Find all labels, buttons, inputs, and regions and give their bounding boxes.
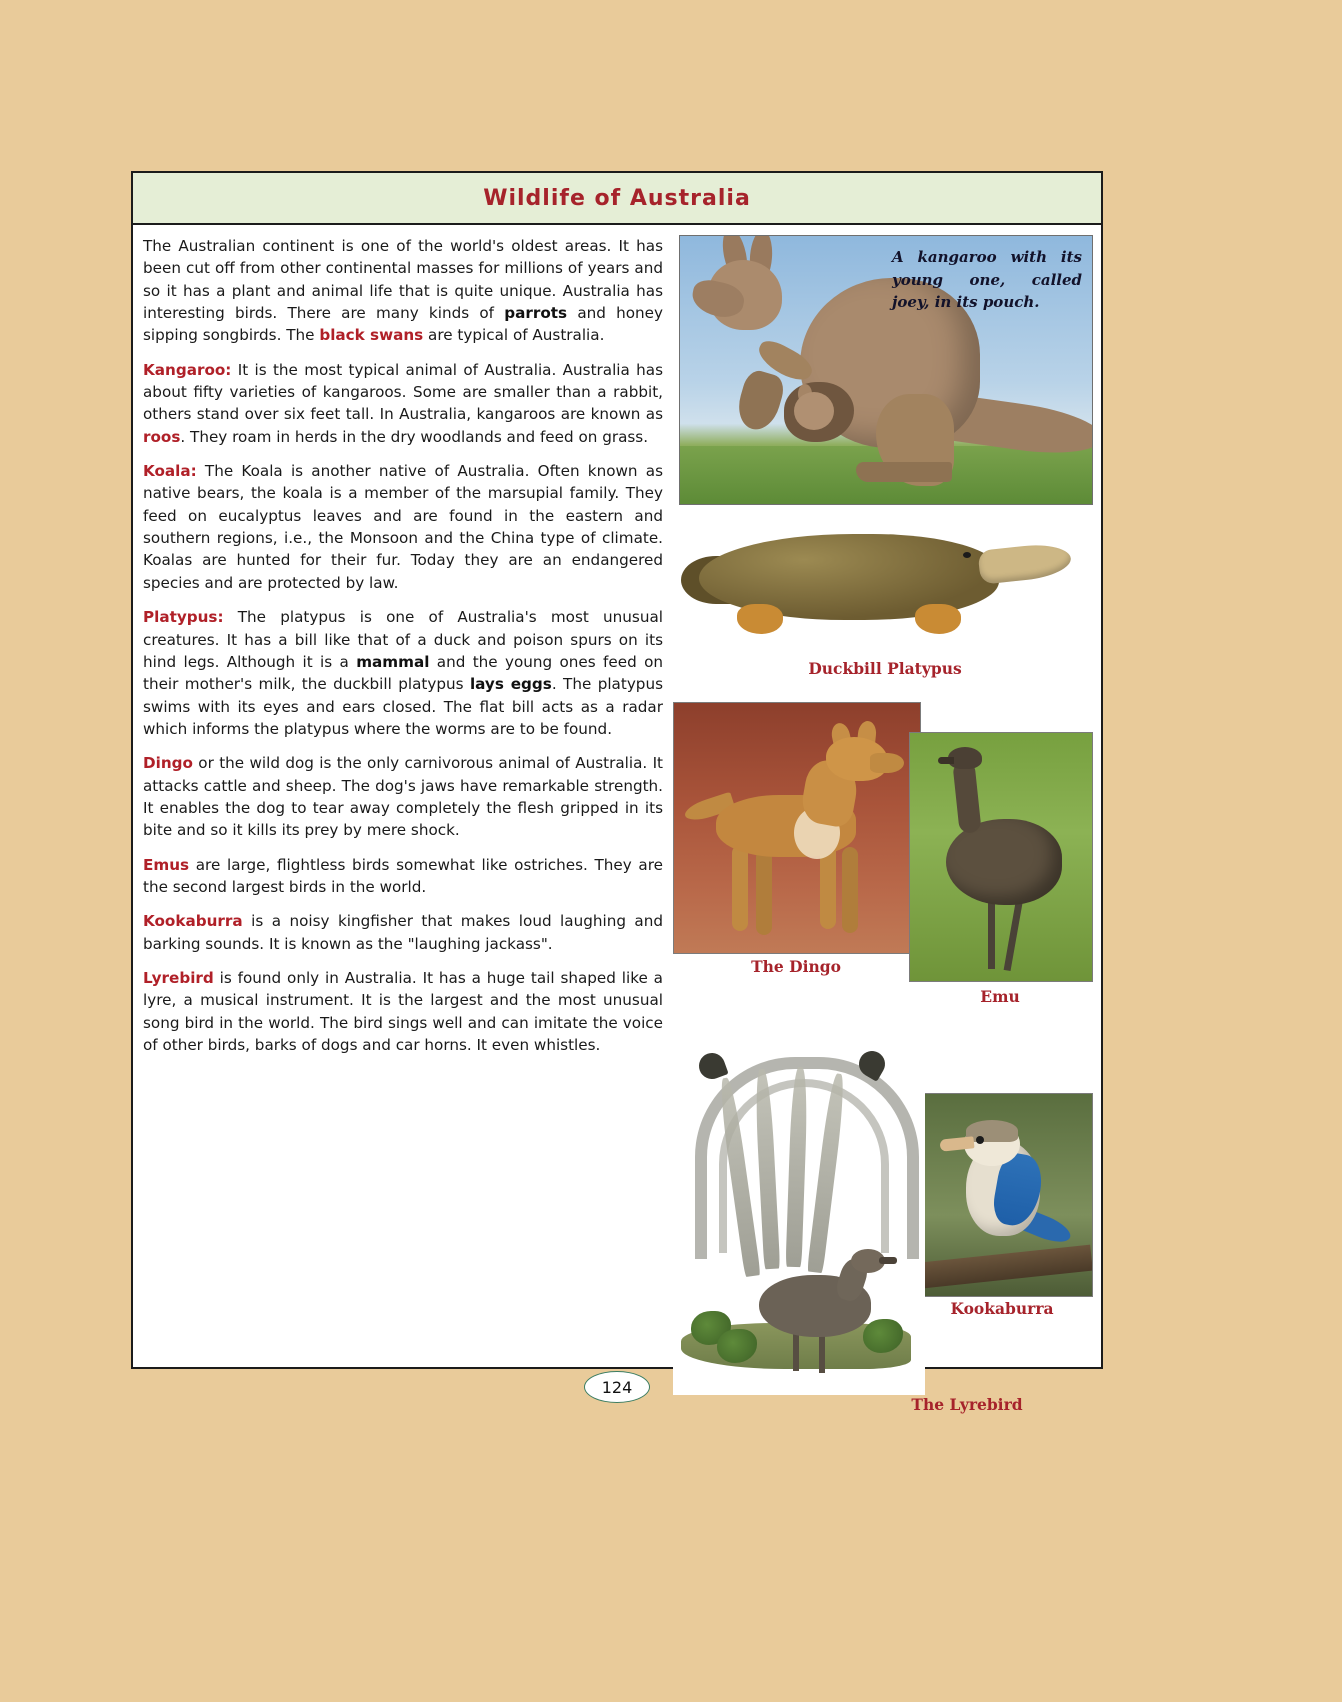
- text-run-keyword: Koala:: [143, 462, 197, 481]
- platypus-hind-foot: [737, 604, 783, 634]
- dingo-leg: [756, 849, 772, 935]
- figure-column: [673, 235, 1093, 1414]
- text-run: The platypus is one of Australia's most unusual creatures. It has a bill like that of a duck and poison spurs on its hind legs. Although it is a: [143, 608, 663, 671]
- kookaburra-photo: [911, 1093, 1093, 1297]
- text-run-keyword: Dingo: [143, 754, 193, 773]
- platypus-eye: [963, 552, 971, 558]
- text-run: or the wild dog is the only carnivorous animal of Australia. It attacks cattle and sheep. The dog's jaws have remarkable strength. It enables the dog to tear away completely the flesh gripped in its bite and so it kills its prey by mere shock.: [143, 754, 663, 840]
- dingo-leg: [732, 845, 748, 931]
- emu-body: [946, 819, 1062, 905]
- text-run-keyword: black swans: [319, 326, 424, 345]
- text-run-bold: lays eggs: [469, 675, 552, 694]
- caption-dingo: The Dingo: [751, 957, 841, 976]
- text-run: are typical of Australia.: [423, 326, 605, 345]
- platypus-front-foot: [915, 604, 961, 634]
- caption-emu: Emu: [980, 987, 1020, 1006]
- dingo-artwork: [674, 703, 920, 953]
- paragraph-dingo: [143, 752, 663, 841]
- text-run-bold: parrots: [504, 304, 568, 323]
- paragraph-koala: [143, 460, 663, 594]
- emu-leg: [1004, 897, 1024, 971]
- text-run-keyword: Emus: [143, 855, 190, 874]
- lyrebird-beak: [879, 1257, 897, 1264]
- dingo-leg: [842, 847, 858, 933]
- kookaburra-eye: [976, 1136, 984, 1144]
- paragraph-kookaburra: [143, 910, 663, 955]
- text-run-keyword: Lyrebird: [143, 968, 214, 987]
- text-run: is a noisy kingfisher that makes loud laughing and barking sounds. It is known as the "laughing jackass".: [143, 912, 663, 953]
- text-run: and the young ones feed on their mother's milk, the duckbill platypus: [143, 652, 664, 694]
- text-run: is found only in Australia. It has a huge tail shaped like a lyre, a musical instrument. It is the largest and the most unusual song bird in the world. The bird sings well and can imitate the voice of other birds, barks of dogs and car horns. It even whistles.: [143, 968, 663, 1054]
- textbook-page: [131, 171, 1103, 1414]
- kookaburra-crown: [966, 1120, 1018, 1142]
- page-title: Wildlife of Australia: [483, 185, 751, 211]
- dingo-photo: [673, 702, 921, 954]
- text-run-keyword: Kangaroo:: [143, 360, 232, 379]
- emu-artwork: [910, 733, 1092, 981]
- text-run: The Koala is another native of Australia. Often known as native bears, the koala is a member of the marsupial family. They feed on eucalyptus leaves and are found in the eastern and southern regions, i.e., the Monsoon and the China type of climate. Koalas are hunted for their fur. Today they are an endangered species and are protected by law.: [143, 462, 663, 592]
- lyrebird-leg: [819, 1333, 825, 1373]
- caption-platypus: Duckbill Platypus: [808, 659, 962, 678]
- paragraph-platypus: [143, 606, 663, 740]
- dingo-snout: [870, 753, 904, 773]
- text-run: It is the most typical animal of Australia. Australia has about fifty varieties of kangaroos. Some are smaller than a rabbit, others stand over six feet tall. In Australia, kangaroos are known as: [143, 360, 663, 424]
- joey-head: [794, 392, 834, 430]
- emu-beak: [938, 757, 954, 764]
- kookaburra-artwork: [912, 1094, 1092, 1296]
- platypus-artwork: [679, 512, 1091, 658]
- kangaroo-forearm: [733, 368, 787, 435]
- paragraph-kangaroo: [143, 359, 663, 448]
- page-title-band: [133, 173, 1101, 225]
- text-run: The Australian continent is one of the world's oldest areas. It has been cut off from other continental masses for millions of years and so it has a plant and animal life that is quite unique. Australia has interesting birds. There are many kinds of: [143, 237, 663, 323]
- kangaroo-foot: [856, 462, 952, 482]
- text-column: [143, 235, 673, 1361]
- emu-leg: [988, 895, 995, 969]
- lyrebird-illustration: [673, 1043, 925, 1395]
- tree-branch: [912, 1245, 1092, 1290]
- text-run: . They roam in herds in the dry woodlands and feed on grass.: [180, 427, 649, 446]
- text-run: . The platypus swims with its eyes and ears closed. The flat bill acts as a radar which informs the platypus where the worms are to be found.: [143, 675, 663, 738]
- text-run-keyword: roos: [143, 427, 181, 446]
- page-number: 124: [584, 1371, 650, 1403]
- lyrebird-leg: [793, 1331, 799, 1371]
- caption-kookaburra: Kookaburra: [950, 1299, 1054, 1318]
- emu-photo: [909, 732, 1093, 982]
- kangaroo-callout-text: A kangaroo with its young one, called joey, in its pouch.: [892, 248, 1082, 311]
- paragraph-lyrebird: [143, 967, 663, 1056]
- lyrebird-artwork: [673, 1043, 925, 1395]
- text-run-bold: mammal: [356, 652, 430, 671]
- platypus-illustration: [679, 512, 1091, 658]
- emu-neck: [952, 760, 981, 834]
- paragraph-intro: [143, 235, 663, 347]
- paragraph-emus: [143, 854, 663, 899]
- text-run-keyword: Kookaburra: [143, 912, 243, 931]
- text-run-keyword: Platypus:: [143, 608, 224, 627]
- platypus-bill: [977, 541, 1072, 584]
- caption-lyrebird: The Lyrebird: [911, 1395, 1023, 1414]
- text-run: are large, flightless birds somewhat like ostriches. They are the second largest birds in the world.: [143, 855, 663, 896]
- kangaroo-photo: [679, 235, 1093, 505]
- text-run: and honey sipping songbirds. The: [143, 304, 663, 345]
